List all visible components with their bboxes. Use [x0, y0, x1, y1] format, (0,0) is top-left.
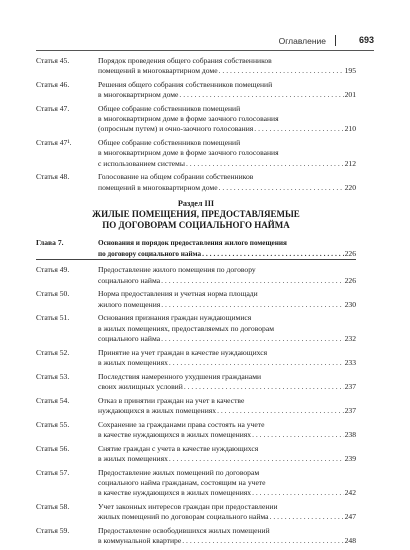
- toc-entry[interactable]: [36, 172, 356, 192]
- article-label: Статья 59.: [36, 525, 70, 535]
- article-title-line: в жилых помещениях, предоставляемых по договорам: [98, 323, 275, 333]
- leader-dots: [169, 358, 344, 368]
- toc-entry[interactable]: [36, 265, 356, 285]
- part-number: Раздел III: [177, 198, 215, 208]
- article-title-line: в качестве нуждающихся в жилых помещениях: [98, 488, 252, 498]
- article-title-line: в коммунальной квартире: [98, 536, 182, 546]
- leader-dots: [184, 382, 344, 392]
- leader-dots: [217, 406, 344, 416]
- article-title-line: Учет законных интересов граждан при предоставлении: [98, 501, 278, 511]
- toc-entry[interactable]: [36, 80, 356, 100]
- leader-dots: [182, 536, 343, 546]
- article-title-line: Общее собрание собственников помещений: [98, 138, 241, 148]
- leader-dots: [161, 300, 343, 310]
- leader-dots: [219, 183, 344, 193]
- page-ref: 212: [344, 158, 356, 168]
- toc-list-bottom: [36, 265, 356, 546]
- part-heading: [36, 199, 356, 231]
- part-title-line: ЖИЛЫЕ ПОМЕЩЕНИЯ, ПРЕДОСТАВЛЯЕМЫЕ: [92, 208, 300, 219]
- article-title-line: Принятие на учет граждан в качестве нуждающихся: [98, 347, 268, 357]
- article-title-line: Последствия намеренного ухудшения гражданами: [98, 371, 262, 381]
- article-label: Статья 50.: [36, 289, 70, 299]
- toc-entry[interactable]: [36, 468, 356, 499]
- article-label: Статья 54.: [36, 395, 70, 405]
- toc-entry[interactable]: [36, 420, 356, 440]
- article-title-line: в жилых помещениях: [98, 357, 168, 367]
- article-label: Статья 46.: [36, 80, 70, 89]
- article-title-line: жилого помещения: [98, 299, 161, 309]
- leader-dots: [219, 66, 344, 76]
- article-label: Статья 51.: [36, 313, 70, 323]
- article-title-line: в качестве нуждающихся в жилых помещениях: [98, 429, 252, 439]
- toc-entry[interactable]: [36, 502, 356, 522]
- toc-entry[interactable]: [36, 526, 356, 546]
- article-title-line: Общее собрание собственников помещений: [98, 104, 241, 113]
- page-ref: 247: [344, 512, 356, 522]
- article-title-line: жилых помещений по договорам социального найма: [98, 512, 269, 522]
- page-ref: 239: [344, 453, 356, 463]
- page-number: 693: [358, 35, 374, 45]
- article-title-line: Снятие граждан с учета в качестве нуждающихся: [98, 443, 259, 453]
- article-title-line: в многоквартирном доме в форме заочного голосования: [98, 148, 279, 158]
- article-label: Статья 53.: [36, 371, 70, 381]
- article-label: Статья 57.: [36, 467, 70, 477]
- page-ref: 238: [344, 429, 356, 439]
- article-title-line: Предоставление освободившихся жилых помещений: [98, 525, 270, 535]
- toc-entry[interactable]: [36, 56, 356, 76]
- article-label: Статья 47.: [36, 104, 70, 113]
- page-ref: 248: [344, 536, 356, 546]
- article-title-line: своих жилищных условий: [98, 381, 183, 391]
- article-label: Статья 45.: [36, 56, 70, 65]
- page-ref: 237: [344, 381, 356, 391]
- page-ref: 195: [344, 66, 356, 76]
- leader-dots: [254, 124, 343, 134]
- leader-dots: [202, 249, 344, 259]
- article-title-line: социального найма: [98, 333, 161, 343]
- article-title-line: Предоставление жилого помещения по договору: [98, 265, 256, 275]
- leader-dots: [169, 454, 344, 464]
- leader-dots: [270, 512, 344, 522]
- article-title-line: Основания признания граждан нуждающимися: [98, 313, 252, 323]
- article-label: Статья 56.: [36, 443, 70, 453]
- chapter-page: 226: [344, 248, 356, 258]
- toc-entry[interactable]: [36, 372, 356, 392]
- article-title-line: с использованием системы: [98, 158, 185, 168]
- page-ref: 220: [344, 182, 356, 192]
- article-label: Статья 47¹.: [36, 138, 72, 148]
- article-title-line: Норма предоставления и учетная норма площади: [98, 289, 258, 299]
- part-title-line: ПО ДОГОВОРАМ СОЦИАЛЬНОГО НАЙМА: [102, 219, 290, 230]
- article-label: Статья 52.: [36, 347, 70, 357]
- article-title-line: Голосование на общем собрании собственников: [98, 172, 254, 182]
- article-label: Статья 58.: [36, 501, 70, 511]
- article-label: Статья 48.: [36, 172, 70, 182]
- article-title-line: Решения общего собрания собственников помещений: [98, 80, 273, 89]
- article-title-line: Порядок проведения общего собрания собственников: [98, 56, 272, 65]
- leader-dots: [186, 159, 344, 169]
- toc-entry[interactable]: [36, 444, 356, 464]
- toc-list-top: [36, 56, 356, 193]
- running-header-section: Оглавление: [278, 36, 326, 46]
- page-ref: 226: [344, 275, 356, 285]
- article-label: Статья 49.: [36, 265, 70, 275]
- toc-entry[interactable]: [36, 396, 356, 416]
- page-ref: 237: [344, 405, 356, 415]
- header-separator: [335, 35, 336, 46]
- toc-entry[interactable]: [36, 348, 356, 368]
- article-title-line: социального найма гражданам, состоящим на учете: [98, 477, 266, 487]
- article-title-line: в жилых помещениях: [98, 453, 168, 463]
- leader-dots: [252, 430, 344, 440]
- chapter-divider: [36, 259, 356, 260]
- article-title-line: в многоквартирном доме: [98, 90, 179, 100]
- article-title-line: Отказ в принятии граждан на учет в качестве: [98, 395, 245, 405]
- toc-entry[interactable]: [36, 104, 356, 135]
- leader-dots: [252, 488, 344, 498]
- table-of-contents: [36, 56, 356, 550]
- article-label: Статья 55.: [36, 419, 70, 429]
- page-ref: 201: [344, 90, 356, 100]
- leader-dots: [161, 276, 344, 286]
- article-title-line: помещений в многоквартирном доме: [98, 182, 218, 192]
- chapter-label: Глава 7.: [36, 238, 64, 248]
- chapter-entry[interactable]: [36, 238, 356, 258]
- article-title-line: социального найма: [98, 275, 161, 285]
- page-ref: 232: [344, 333, 356, 343]
- page-ref: 242: [344, 488, 356, 498]
- running-header: [36, 36, 374, 51]
- article-title-line: Предоставление жилых помещений по договорам: [98, 467, 260, 477]
- chapter-title-line: Основания и порядок предоставления жилого помещения: [98, 239, 287, 248]
- page-ref: 230: [344, 299, 356, 309]
- toc-entry[interactable]: [36, 138, 356, 169]
- toc-entry[interactable]: [36, 289, 356, 309]
- article-title-line: (опросным путем) и очно-заочного голосования: [98, 124, 254, 134]
- article-title-line: помещений в многоквартирном доме: [98, 66, 218, 76]
- chapter-title-line: по договору социального найма: [98, 249, 202, 258]
- page-ref: 210: [344, 124, 356, 134]
- page-ref: 233: [344, 357, 356, 367]
- article-title-line: нуждающихся в жилых помещениях: [98, 405, 217, 415]
- toc-entry[interactable]: [36, 313, 356, 344]
- article-title-line: в многоквартирном доме в форме заочного голосования: [98, 114, 279, 124]
- leader-dots: [179, 90, 343, 100]
- leader-dots: [161, 334, 344, 344]
- article-title-line: Сохранение за гражданами права состоять на учете: [98, 419, 265, 429]
